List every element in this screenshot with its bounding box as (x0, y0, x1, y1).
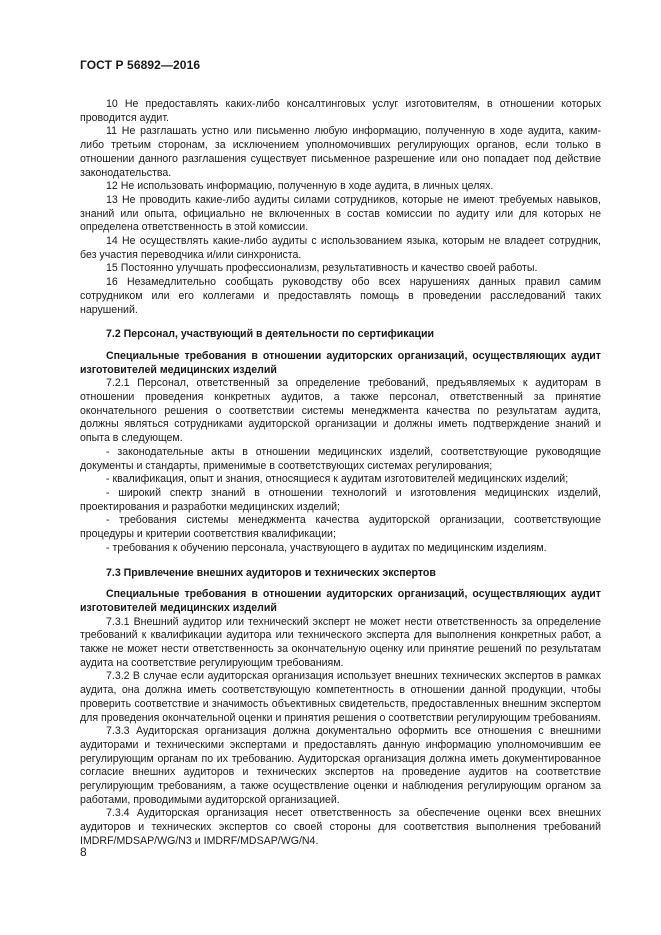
list-item: 15 Постоянно улучшать профессионализм, результативность и качество своей работы. (106, 262, 538, 275)
paragraph-7-3-3: 7.3.3 Аудиторская организация должна документально оформить все отношения с внешними аудиторами и техническими экспертами и предоставлять данную информацию уполномочившим ее регулирующим органам по их требованию. Аудиторская организация должна иметь документированное согласие внешних аудиторов и технических экспертов на проведение аудитов на соответствие регулирующим требованиям, а также осуществление оценки и наблюдения регулирующим органом за работами, проводимыми аудиторской организацией. (80, 725, 601, 806)
bullet-item: - широкий спектр знаний в отношении технологий и изготовления медицинских изделий, проектирования и разработки медицинских изделий; (80, 486, 601, 513)
list-item: 11 Не разглашать устно или письменно любую информацию, полученную в ходе аудита, каким-либо третьим сторонам, за исключением уполномочивших регулирующих органов, если только в отношении данного разглашения существует письменное разрешение или оно попадает под действие законодательства. (80, 125, 601, 179)
section-lead-7-3: Специальные требования в отношении аудиторских организаций, осуществляющих аудит изготовителей медицинских изделий (80, 588, 601, 614)
bullet-item: - требования к обучению персонала, участвующего в аудитах по медицинским изделиям. (106, 541, 547, 554)
section-lead-7-2: Специальные требования в отношении аудиторских организаций, осуществляющих аудит изготовителей медицинских изделий (80, 349, 601, 376)
document-header: ГОСТ Р 56892—2016 (80, 58, 201, 72)
list-item: 16 Незамедлительно сообщать руководству обо всех нарушениях данных правил самим сотрудником или его коллегами и предоставлять помощь в проведении расследований таких нарушений. (80, 276, 601, 316)
section-title-7-2: 7.2 Персонал, участвующий в деятельности по сертификации (106, 328, 435, 341)
paragraph-7-3-1: 7.3.1 Внешний аудитор или технический эксперт не может нести ответственность за определение требований к квалификации аудитора или технического эксперта для выполнения конкретных работ, а также не может нести ответственность за окончательную оценку или принятие решений по результатам аудита на соответствие регулирующим требованиям. (80, 615, 601, 669)
list-item: 14 Не осуществлять какие-либо аудиты с использованием языка, которым не владеет сотрудник, без участия переводчика и/или синхрониста. (80, 235, 601, 261)
ethics-list (80, 98, 601, 317)
section-title-7-3: 7.3 Привлечение внешних аудиторов и технических экспертов (106, 566, 436, 579)
bullet-item: - требования системы менеджмента качества аудиторской организации, соответствующие процедуры и критерии соответствия квалификации; (80, 514, 601, 541)
paragraph-7-3-4: 7.3.4 Аудиторская организация несет ответственность за обеспечение оценки всех внешних аудиторов и технических экспертов со своей стороны для соответствия выполнения требований IMDRF/MDSAP/WG/N3 и IMDRF/MDSAP/WG/N4. (80, 807, 601, 847)
list-item: 12 Не использовать информацию, полученную в ходе аудита, в личных целях. (106, 180, 494, 193)
paragraph-7-2-1: 7.2.1 Персонал, ответственный за определение требований, предъявляемых к аудиторам в отношении проведения конкретных аудитов, а также персонал, ответственный за принятие окончательного решения о соответствии системы менеджмента качества по результатам аудита, должны являться сотрудниками аудиторской организации и должны иметь подтверждение знаний и опыта в следующем. (80, 377, 601, 445)
page-number: 8 (80, 845, 87, 859)
list-item: 13 Не проводить какие-либо аудиты силами сотрудников, которые не имеют требуемых навыков, знаний или опыта, официально не включенных в состав комиссии по аудиту или для которых не определена ответственность в этой комиссии. (80, 193, 601, 234)
list-item: 10 Не предоставлять каких-либо консалтинговых услуг изготовителям, в отношении которых проводится аудит. (80, 98, 601, 124)
bullet-item: - квалификация, опыт и знания, относящиеся к аудитам изготовителей медицинских изделий; (106, 473, 569, 486)
bullet-item: - законодательные акты в отношении медицинских изделий, соответствующие руководящие документы и стандарты, применимые в соответствующих системах регулирования; (80, 445, 601, 472)
paragraph-7-3-2: 7.3.2 В случае если аудиторская организация использует внешних технических экспертов в рамках аудита, она должна иметь соответствующую компетентность в отношении данной продукции, чтобы проверить соответствие и значимость объективных свидетельств, предоставленных внешним экспертом для проведения окончательной оценки и принятия решения о соответствии регулирующим требованиям. (80, 670, 601, 724)
